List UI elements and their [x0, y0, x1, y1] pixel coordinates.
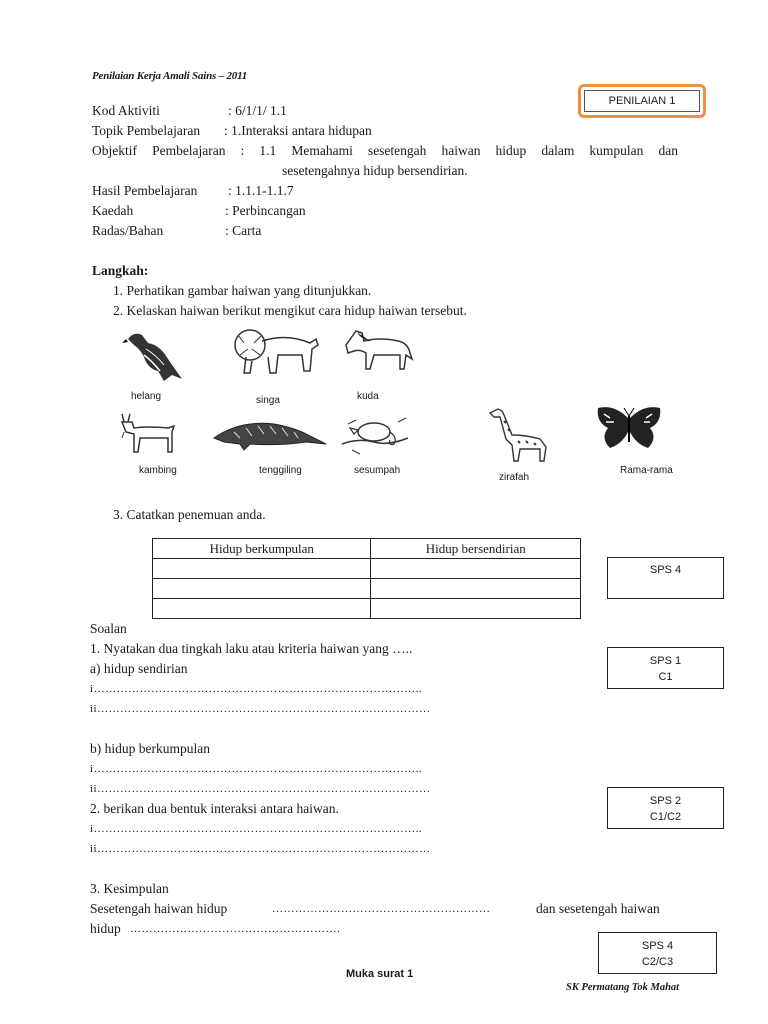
- objective-line-2: sesetengahnya hidup bersendirian.: [282, 163, 468, 178]
- sps-box-1-line1: SPS 4: [649, 564, 682, 576]
- info-label-radas: Radas/Bahan: [92, 223, 164, 238]
- question-1b: b) hidup berkumpulan: [90, 741, 210, 756]
- animal-label-tenggiling: tenggiling: [259, 465, 302, 476]
- dotted-line: …………………………………………………………………………..: [93, 823, 423, 835]
- dotted-line: ……………………………………………………………………………: [97, 843, 431, 855]
- answer-line-1b-i[interactable]: [90, 763, 422, 775]
- table-row: [153, 559, 581, 579]
- animal-label-singa: singa: [256, 395, 280, 406]
- info-value-topik: : 1.Interaksi antara hidupan: [224, 123, 372, 138]
- sps-box-3-line2: C1/C2: [649, 811, 682, 823]
- table-cell[interactable]: [371, 579, 581, 599]
- info-value-kaedah: : Perbincangan: [225, 203, 306, 218]
- conclusion-blank-2[interactable]: ……………………………………………….: [130, 923, 341, 935]
- sps-box-2-line2: C1: [658, 671, 673, 683]
- question-2: 2. berikan dua bentuk interaksi antara haiwan.: [90, 801, 339, 816]
- marker-i: i: [90, 763, 94, 775]
- dotted-line: …………………………………………………………………………..: [93, 683, 423, 695]
- info-label-hasil: Hasil Pembelajaran: [92, 183, 198, 198]
- table-cell[interactable]: [153, 599, 371, 619]
- marker-ii: ii: [90, 843, 98, 855]
- goat-figure: [118, 410, 180, 456]
- assessment-badge: [578, 84, 706, 118]
- info-label-kod: Kod Aktiviti: [92, 103, 160, 118]
- answer-line-2-ii[interactable]: [90, 843, 431, 855]
- table-cell[interactable]: [371, 599, 581, 619]
- assessment-badge-label: PENILAIAN 1: [584, 90, 700, 112]
- question-1: 1. Nyatakan dua tingkah laku atau kriteria haiwan yang …..: [90, 641, 413, 656]
- eagle-figure: [120, 325, 190, 385]
- sps-box-4: [598, 932, 717, 974]
- conclusion-line-1-end: dan sesetengah haiwan: [536, 901, 660, 916]
- page-number: Muka surat 1: [346, 968, 414, 980]
- animal-label-sesumpah: sesumpah: [354, 465, 401, 476]
- animal-label-kambing: kambing: [139, 465, 177, 476]
- marker-i: i: [90, 823, 94, 835]
- table-row: [153, 579, 581, 599]
- sps-box-4-line2: C2/C3: [641, 956, 674, 968]
- conclusion-blank-1[interactable]: …………………………………………………: [272, 903, 491, 915]
- sps-box-3-line1: SPS 2: [649, 795, 682, 807]
- info-label-kaedah: Kaedah: [92, 203, 134, 218]
- animal-label-rama-rama: Rama-rama: [620, 465, 673, 476]
- questions-heading: Soalan: [90, 621, 127, 636]
- info-value-hasil: : 1.1.1-1.1.7: [228, 183, 294, 198]
- butterfly-figure: [594, 404, 664, 454]
- document-header: Penilaian Kerja Amali Sains – 2011: [92, 70, 248, 82]
- step-1: 1. Perhatikan gambar haiwan yang ditunjukkan.: [113, 283, 372, 298]
- table-cell[interactable]: [371, 559, 581, 579]
- objective-line-1: Objektif Pembelajaran : 1.1 Memahami sesetengah haiwan hidup dalam kumpulan dan: [92, 143, 678, 158]
- table-cell[interactable]: [153, 579, 371, 599]
- table-header-solitary: Hidup bersendirian: [371, 539, 581, 559]
- step-3: 3. Catatkan penemuan anda.: [113, 507, 266, 522]
- dotted-line: …………………………………………………………………………..: [93, 763, 423, 775]
- conclusion-line-2-start: hidup: [90, 921, 121, 936]
- animal-label-helang: helang: [131, 391, 162, 402]
- table-cell[interactable]: [153, 559, 371, 579]
- giraffe-figure: [486, 405, 556, 465]
- school-name: SK Permatang Tok Mahat: [566, 982, 680, 993]
- table-header-group: Hidup berkumpulan: [153, 539, 371, 559]
- sps-box-2-line1: SPS 1: [649, 655, 682, 667]
- step-2: 2. Kelaskan haiwan berikut mengikut cara hidup haiwan tersebut.: [113, 303, 467, 318]
- marker-ii: ii: [90, 703, 98, 715]
- question-3: 3. Kesimpulan: [90, 881, 169, 896]
- answer-line-1a-i[interactable]: [90, 683, 422, 695]
- answer-line-2-i[interactable]: [90, 823, 422, 835]
- marker-ii: ii: [90, 783, 98, 795]
- sps-box-3: [607, 787, 724, 829]
- dotted-line: ……………………………………………………………………………: [97, 783, 431, 795]
- pangolin-figure: [210, 418, 328, 452]
- dotted-line: ……………………………………………………………………………: [97, 703, 431, 715]
- sps-box-1: [607, 557, 724, 599]
- conclusion-line-1-start: Sesetengah haiwan hidup: [90, 901, 228, 916]
- table-row: [153, 599, 581, 619]
- animal-label-zirafah: zirafah: [499, 472, 530, 483]
- marker-i: i: [90, 683, 94, 695]
- sps-box-4-line1: SPS 4: [641, 940, 674, 952]
- answer-line-1b-ii[interactable]: [90, 783, 431, 795]
- info-value-radas: : Carta: [225, 223, 262, 238]
- question-1a: a) hidup sendirian: [90, 661, 188, 676]
- answer-line-1a-ii[interactable]: [90, 703, 431, 715]
- observation-table: [152, 538, 581, 619]
- info-label-topik: Topik Pembelajaran: [92, 123, 201, 138]
- chameleon-figure: [338, 414, 413, 456]
- steps-title: Langkah:: [92, 263, 149, 278]
- info-value-kod: : 6/1/1/ 1.1: [228, 103, 287, 118]
- sps-box-2: [607, 647, 724, 689]
- horse-figure: [340, 325, 415, 375]
- animal-label-kuda: kuda: [357, 391, 379, 402]
- lion-figure: [232, 325, 322, 380]
